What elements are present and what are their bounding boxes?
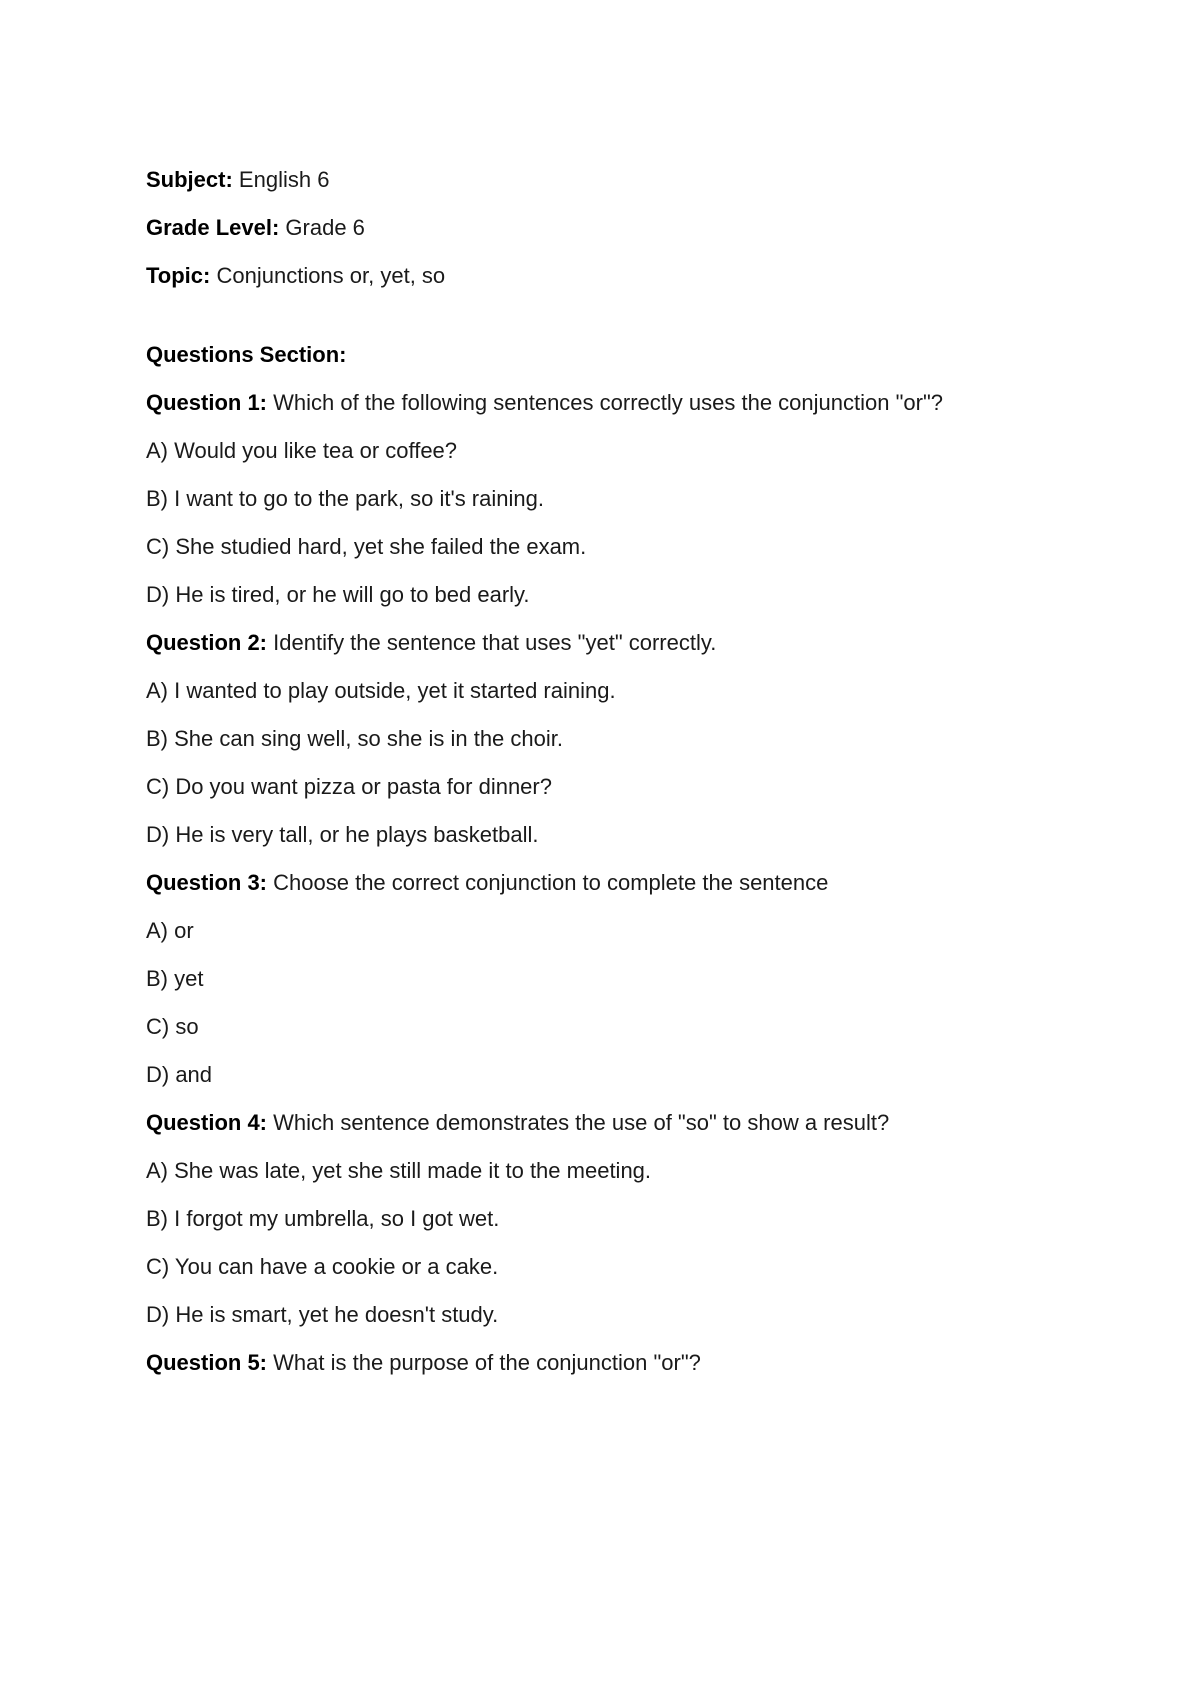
question-3-option-b: B) yet <box>146 966 204 991</box>
question-4 <box>146 1110 889 1136</box>
question-1-text: Which of the following sentences correctly uses the conjunction "or"? <box>273 390 943 415</box>
grade-level-label: Grade Level: <box>146 215 280 240</box>
question-4-option-d: D) He is smart, yet he doesn't study. <box>146 1302 499 1327</box>
question-5 <box>146 1350 701 1376</box>
question-2 <box>146 630 716 656</box>
question-2-option-a: A) I wanted to play outside, yet it started raining. <box>146 678 616 703</box>
question-3-option-a: A) or <box>146 918 194 943</box>
question-1-option-d: D) He is tired, or he will go to bed early. <box>146 582 530 607</box>
grade-level-value: Grade 6 <box>285 215 365 240</box>
subject-label: Subject: <box>146 167 233 192</box>
question-5-label: Question 5: <box>146 1350 268 1375</box>
question-4-label: Question 4: <box>146 1110 268 1135</box>
question-1-option-a: A) Would you like tea or coffee? <box>146 438 458 463</box>
question-1-label: Question 1: <box>146 390 268 415</box>
question-1-option-c: C) She studied hard, yet she failed the exam. <box>146 534 587 559</box>
question-2-option-b: B) She can sing well, so she is in the choir. <box>146 726 563 751</box>
question-3 <box>146 870 828 896</box>
question-4-option-a: A) She was late, yet she still made it to the meeting. <box>146 1158 652 1183</box>
topic-value: Conjunctions or, yet, so <box>216 263 446 288</box>
subject-line <box>146 167 329 193</box>
question-2-option-d: D) He is very tall, or he plays basketball. <box>146 822 539 847</box>
question-4-option-c: C) You can have a cookie or a cake. <box>146 1254 499 1279</box>
section-title <box>146 342 346 368</box>
question-2-label: Question 2: <box>146 630 268 655</box>
question-4-option-b: B) I forgot my umbrella, so I got wet. <box>146 1206 500 1231</box>
topic-line <box>146 263 445 289</box>
question-4-text: Which sentence demonstrates the use of "so" to show a result? <box>273 1110 890 1135</box>
question-2-text: Identify the sentence that uses "yet" correctly. <box>273 630 717 655</box>
question-5-text: What is the purpose of the conjunction "or"? <box>273 1350 701 1375</box>
section-title-text: Questions Section: <box>146 342 347 367</box>
question-1 <box>146 390 943 416</box>
question-3-option-c: C) so <box>146 1014 199 1039</box>
question-3-text: Choose the correct conjunction to complete the sentence <box>273 870 829 895</box>
question-3-label: Question 3: <box>146 870 268 895</box>
question-1-option-b: B) I want to go to the park, so it's raining. <box>146 486 544 511</box>
question-3-option-d: D) and <box>146 1062 213 1087</box>
subject-value: English 6 <box>238 167 330 192</box>
topic-label: Topic: <box>146 263 211 288</box>
grade-level-line <box>146 215 365 241</box>
question-2-option-c: C) Do you want pizza or pasta for dinner? <box>146 774 552 799</box>
